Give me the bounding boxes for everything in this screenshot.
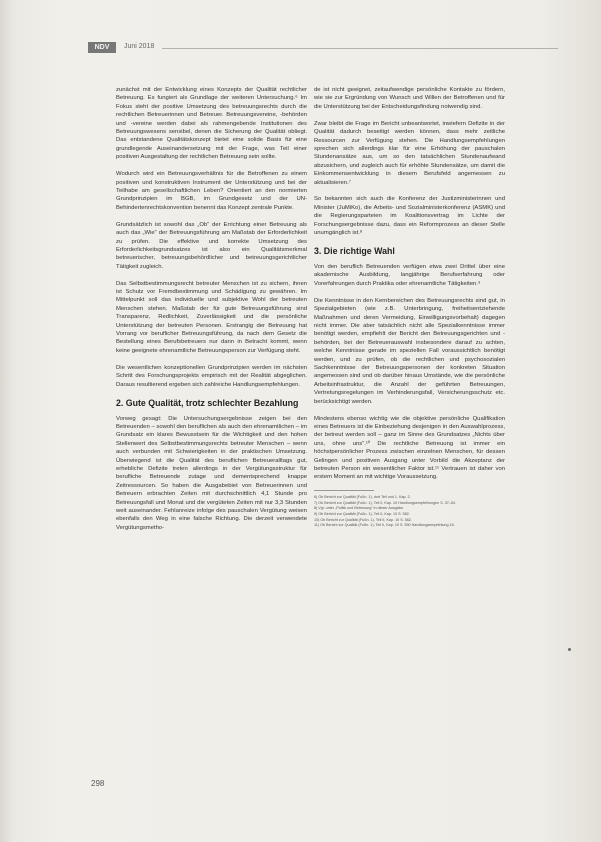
body-paragraph: Die Kenntnisse in den Kernbereichen des Betreuungsrechts sind gut, in Spezialgebieten (wie z.B. Unterbringung, freiheitsentziehende Maßnahmen und deren Vermeidung, Einwilligungsvorbehalt) dagegen nicht immer. Die aber tatsächlich nicht alle Spezialkenntnisse immer benötigt werden, empfiehlt der Bericht den Betreuungsgerichten und -behörden, bei der Betreuerauswahl insbesondere darauf zu achten, welche Kenntnisse gerade im speziellen Fall voraussichtlich benötigt werden, und zu prüfen, ob die rechtlichen und psychosozialen Sachkenntnisse der Betreuungspersonen der konkreten Situation angemessen sind und ob darüber hinaus Umstände, wie die persönliche Arbeitsinfrastruktur, die Anzahl der geführten Betreuungen, Vertretungsregelungen im Verhinderungsfall, Versicherungsschutz etc. berücksichtigt werden. — [314, 297, 505, 405]
section-heading: 2. Gute Qualität, trotz schlechter Bezahlung — [116, 397, 299, 408]
body-paragraph: Die wesentlichen konzeptionellen Grundprinzipien werden im nächsten Schritt des Forschungsprojekts empirisch mit der Realität abgeglichen. Daraus resultierend ergeben sich zahlreiche Handlungsempfehlungen. — [116, 364, 307, 388]
footnote: 7) Ob Bericht zur Qualität (Fußn. 1), Teil II, Kap. 10 Handlungsempfehlungen S. 37–54. — [314, 500, 456, 505]
footnote: 6) Ob Bericht zur Qualität (Fußn. 1), dort Teil und 1, Kap. 2. — [314, 495, 411, 500]
body-paragraph: Von den beruflich Betreuenden verfügen etwa zwei Drittel über eine akademische Ausbildung, langjährige Berufserfahrung oder Vorerfahrungen durch Praktika oder ehrenamtliche Tätigkeiten.⁹ — [314, 264, 505, 287]
left-column — [116, 86, 307, 541]
body-paragraph: Vorweg gesagt: Die Untersuchungsergebnisse zeigen bei den Betreuenden – sowohl den beruflichen als auch den ehrenamtlichen – im Grundsatz ein klares Bewusstsein für die Wichtigkeit und den hohen Stellenwert des Selbstbestimmungsrechts betreuter Menschen – wenn auch verbunden mit Schwierigkeiten in der praktischen Umsetzung. Überwiegend ist die Qualität des beruflichen Betreueralltags gut, erhebliche Defizite treten allerdings in der Vergütungsstruktur für berufliche Betreuende zutage und dementsprechend knappe Zeitressourcen. So haben die Ausgabebiet von Betreuerinnen und Betreuern erbrachten Zeiten mit durchschnittlich 4,1 Stunde pro Betreuungsfall und Monat und die vergüteten Zeiten mit nur 3,3 Stunden weit auseinander. Fehlanreize infolge des pauschalen Vergütung weisen ebenfalls den Weg in eine falsche Richtung. Die derzeit verwendete Vergütungsmetho- — [116, 415, 307, 531]
body-paragraph: zunächst mit der Entwicklung eines Konzepts der Qualität rechtlicher Betreuung. Es fungiert als Grundlage der weiteren Untersuchung.⁶ Im Fokus steht der positive Umsetzung des betreuungsrechts durch die rechtlichen Betreuerinnen und Betreuer. Betreuungsvereine, -behörden und -vereine werden dabei als rahmengebende Institutionen des Betreuungswesens sensibel, denen die Sicherung der Qualität obliegt. Das entstandene Qualitätskonzept bietet eine solide Basis für eine grundlegende Auseinandersetzung mit der Frage, was Teil einer positiven Ausgestaltung der rechtlichen Betreuung sein sollte. — [116, 87, 307, 161]
footnote: 8) Vgl. unter „Politik und Betreuung“ in dieser Ausgabe. — [314, 506, 404, 511]
journal-label: NDV — [88, 42, 116, 53]
footnote: 9) Ob Bericht zur Qualität (Fußn. 1), Teil II, Kap. 10 S. 582. — [314, 512, 410, 517]
section-heading: 3. Die richtige Wahl — [314, 246, 395, 256]
body-paragraph: Wodurch wird ein Betreuungsverhältnis für die Betroffenen zu einem positiven und konstruktiven Instrument der Unterstützung und bei der Teilhabe am gesellschaftlichen Leben? Orientiert an den normierten Grundprinzipien im BGB, im Grundgesetz und der UN-Behindertenrechtskonvention benennt das Konzept zentrale Punkte. — [116, 171, 307, 211]
body-paragraph: Das Selbstbestimmungsrecht betreuter Menschen ist zu sichern, ihnen ist Schutz vor Fremdbestimmung und Schädigung zu gewähren. Im Mittelpunkt soll das individuelle und subjektive Wohl der betreuten Menschen stehen. Maßstab der für gute Betreuungsführung sind Transparenz, Redlichkeit, Zuverlässigkeit und die persönliche Unterstützung der betreuten Personen. Erstrangig der Betreuung hat Vorrang vor beruflicher Betreuungsführung, da nach dem Gesetz die Bestellung eines Berufsbetreuers nur dann in Betracht kommt, wenn keine geeignete ehrenamtliche Betreuungsperson zur Verfügung steht. — [116, 280, 307, 354]
footnote: 10) Ob Bericht zur Qualität (Fußn. 1), Teil II, Kap. 10 S. 582. — [314, 517, 412, 522]
running-header — [88, 42, 558, 56]
right-column — [314, 86, 505, 529]
body-paragraph: de ist nicht geeignet, zeitaufwendige persönliche Kontakte zu fördern, wie sie zur Ergründung von Wunsch und Willen der Betroffenen und für die Unterstützung bei der Entscheidungsfindung notwendig sind. — [314, 87, 505, 110]
footnote: 11) Ob Bericht zur Qualität (Fußn. 1), Teil II, Kap. 10 S. 590 Handlungsempfehlung 16. — [314, 523, 455, 528]
body-paragraph: So bekannten sich auch die Konferenz der Justizministerinnen und Minister (JuMiKo), die Arbeits- und Sozialministerkonferenz (ASMK) und die Regierungsparteien im Koalitionsvertrag im Lichte der Forschungsergebnisse dazu, dass ein Reformprozess an dieser Stelle unumgänglich ist.⁸ — [314, 196, 505, 237]
footnote-rule — [314, 490, 374, 491]
body-paragraph: Mindestens ebenso wichtig wie die objektive persönliche Qualifikation eines Betreuers ist die Einbeziehung desjenigen in den Auswahlprozess, der betreut werden soll – ganz im Sinne des Grundsatzes „Nichts über uns, ohne uns“.¹⁰ Die rechtliche Betreuung ist immer ein höchstpersönlicher Prozess zwischen einzelnen Menschen, für dessen Gelingen und positiven Ausgang unter Vorbild die Akzeptanz der betreuten Person ein wesentlicher Faktor ist.¹¹ Vertrauen ist daher von erstem Moment an mit wichtige Voraussetzung. — [314, 415, 505, 481]
page-number: 298 — [91, 779, 105, 788]
issue-date: Juni 2018 — [124, 43, 155, 50]
punch-mark — [568, 648, 571, 651]
body-paragraph: Grundsätzlich ist sowohl das „Ob“ der Errichtung einer Betreuung als auch das „Wie“ der Betreuungsführung am Maßstab der Erforderlichkeit zu prüfen. Die effektive und korrekte Umsetzung des Erforderlichkeitsgrundsatzes ist also ein Qualitätsmerkmal betreuerischer, betreuungsbehördlicher und betreuungsgerichtlicher Tätigkeit zugleich. — [116, 221, 307, 270]
body-paragraph: Zwar bleibt die Frage im Bericht unbeantwortet, inwiefern Defizite in der Qualität dadurch beseitigt werden können, dass mehr zeitliche Ressourcen zur Verfügung stehen. Die Handlungsempfehlungen sprechen sich allerdings klar für eine Erhöhung der pauschalen Stundenansätze aus, um so den tatsächlichen Stundenaufwand abzusichern, und zugleich auch für erhöhte Stundensätze, um damit die Einkommensentwicklung in diesem Berufsfeld angemessen zu aktualisieren.⁷ — [314, 120, 505, 186]
header-rule — [162, 48, 558, 49]
